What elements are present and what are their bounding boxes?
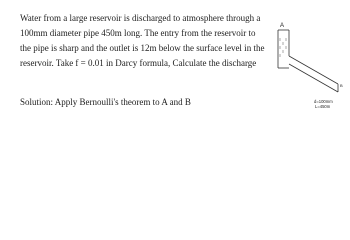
pipe-upper-wall [289, 56, 338, 84]
point-b-label: B [340, 83, 343, 88]
problem-statement [20, 11, 272, 71]
pipe-length-label: L=450m [315, 104, 331, 109]
reservoir-pipe-diagram [272, 14, 346, 134]
pipe-diameter-label: d=100mm [314, 99, 333, 104]
pipe-lower-wall [289, 64, 338, 92]
problem-line-3: the pipe is sharp and the outlet is 12m below the surface level in the [20, 43, 265, 53]
wall-hatching [280, 38, 286, 57]
problem-line-2: 100mm diameter pipe 450m long. The entry from the reservoir to [20, 28, 256, 38]
point-a-label: A [280, 23, 285, 29]
problem-line-4: reservoir. Take f = 0.01 in Darcy formula, Calculate the discharge [20, 58, 257, 68]
solution-text: Solution: Apply Bernoulli's theorem to A and B [20, 97, 191, 107]
problem-line-1: Water from a large reservoir is discharged to atmosphere through a [20, 13, 261, 23]
